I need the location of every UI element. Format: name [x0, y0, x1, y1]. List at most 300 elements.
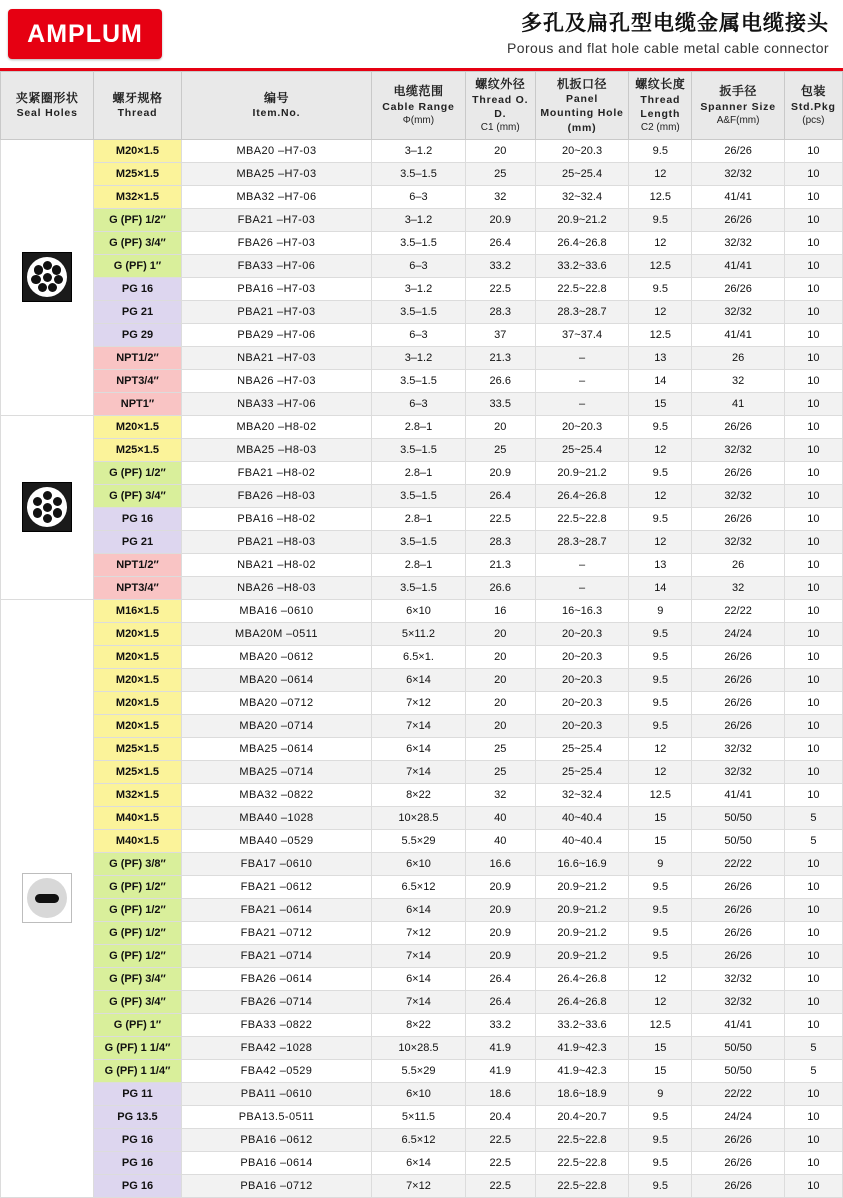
cell-cable-range: 7×12 — [372, 921, 465, 944]
table-row — [1, 323, 843, 346]
table-column-header: 编号 Item.No. — [181, 72, 372, 140]
cell-thread: M20×1.5 — [94, 668, 181, 691]
cell-panel-hole: 33.2~33.6 — [535, 1013, 628, 1036]
cell-item-no: FBA42 –1028 — [181, 1036, 372, 1059]
cell-thread-od: 26.4 — [465, 967, 535, 990]
table-row — [1, 415, 843, 438]
cell-thread-length: 9 — [629, 852, 692, 875]
cell-item-no: MBA20 –0712 — [181, 691, 372, 714]
cell-item-no: PBA16 –0614 — [181, 1151, 372, 1174]
cell-thread-od: 20.9 — [465, 921, 535, 944]
cell-spanner-size: 41/41 — [692, 323, 784, 346]
cell-cable-range: 6×14 — [372, 1151, 465, 1174]
cell-thread: NPT1/2″ — [94, 346, 181, 369]
table-column-header: 机扳口径 Panel Mounting Hole (mm) — [535, 72, 628, 140]
cell-cable-range: 6×14 — [372, 898, 465, 921]
cell-panel-hole: – — [535, 553, 628, 576]
cell-thread: M20×1.5 — [94, 714, 181, 737]
cell-cable-range: 6×10 — [372, 1082, 465, 1105]
cell-thread-od: 25 — [465, 162, 535, 185]
cell-thread-length: 9.5 — [629, 921, 692, 944]
cell-panel-hole: 22.5~22.8 — [535, 507, 628, 530]
seal-hole-cell — [1, 139, 94, 415]
page-title-cn: 多孔及扁孔型电缆金属电缆接头 — [521, 11, 829, 35]
cell-std-pkg: 10 — [784, 875, 842, 898]
cell-thread-length: 9.5 — [629, 208, 692, 231]
cell-std-pkg: 10 — [784, 1128, 842, 1151]
cell-thread-length: 9.5 — [629, 461, 692, 484]
cell-thread-length: 9.5 — [629, 622, 692, 645]
cell-panel-hole: 20~20.3 — [535, 714, 628, 737]
cell-thread: PG 16 — [94, 1174, 181, 1197]
table-row — [1, 507, 843, 530]
table-row — [1, 783, 843, 806]
cell-item-no: FBA26 –0714 — [181, 990, 372, 1013]
table-row — [1, 1059, 843, 1082]
cell-item-no: FBA33 –H7-06 — [181, 254, 372, 277]
cell-item-no: PBA11 –0610 — [181, 1082, 372, 1105]
cell-thread: G (PF) 1/2″ — [94, 944, 181, 967]
cell-thread-od: 40 — [465, 829, 535, 852]
cell-spanner-size: 32 — [692, 576, 784, 599]
cell-item-no: MBA25 –H7-03 — [181, 162, 372, 185]
cell-std-pkg: 10 — [784, 300, 842, 323]
cell-thread-length: 12 — [629, 530, 692, 553]
cell-thread-od: 20.4 — [465, 1105, 535, 1128]
cell-thread-od: 20 — [465, 668, 535, 691]
cell-cable-range: 7×14 — [372, 990, 465, 1013]
cell-cable-range: 6×10 — [372, 852, 465, 875]
cell-std-pkg: 10 — [784, 1013, 842, 1036]
cell-item-no: FBA26 –H8-03 — [181, 484, 372, 507]
cell-std-pkg: 10 — [784, 852, 842, 875]
cell-cable-range: 3.5–1.5 — [372, 300, 465, 323]
cell-std-pkg: 10 — [784, 139, 842, 162]
table-column-header: 螺纹外径 Thread O. D. C1 (mm) — [465, 72, 535, 140]
cell-panel-hole: 22.5~22.8 — [535, 1151, 628, 1174]
cell-std-pkg: 10 — [784, 737, 842, 760]
cell-thread-length: 9.5 — [629, 139, 692, 162]
cell-thread-length: 9.5 — [629, 898, 692, 921]
cell-thread: G (PF) 1″ — [94, 1013, 181, 1036]
cell-item-no: MBA16 –0610 — [181, 599, 372, 622]
cell-thread-od: 20 — [465, 645, 535, 668]
cell-std-pkg: 10 — [784, 1082, 842, 1105]
cell-thread-length: 13 — [629, 346, 692, 369]
cell-thread: M40×1.5 — [94, 829, 181, 852]
cell-cable-range: 2.8–1 — [372, 507, 465, 530]
cell-item-no: FBA42 –0529 — [181, 1059, 372, 1082]
cell-cable-range: 2.8–1 — [372, 553, 465, 576]
table-row — [1, 300, 843, 323]
cell-spanner-size: 22/22 — [692, 599, 784, 622]
cell-thread-od: 26.4 — [465, 484, 535, 507]
cell-item-no: NBA21 –H7-03 — [181, 346, 372, 369]
cell-cable-range: 10×28.5 — [372, 1036, 465, 1059]
cell-spanner-size: 50/50 — [692, 806, 784, 829]
cell-spanner-size: 26 — [692, 346, 784, 369]
cell-thread-length: 15 — [629, 1036, 692, 1059]
cell-cable-range: 3.5–1.5 — [372, 231, 465, 254]
cell-spanner-size: 32/32 — [692, 162, 784, 185]
cell-thread-length: 9 — [629, 599, 692, 622]
cell-thread: G (PF) 1/2″ — [94, 461, 181, 484]
cell-thread: G (PF) 1″ — [94, 254, 181, 277]
cell-std-pkg: 10 — [784, 461, 842, 484]
table-row — [1, 346, 843, 369]
cell-thread: G (PF) 3/4″ — [94, 484, 181, 507]
table-row — [1, 829, 843, 852]
cell-thread-length: 9.5 — [629, 645, 692, 668]
table-row — [1, 852, 843, 875]
cell-panel-hole: 22.5~22.8 — [535, 277, 628, 300]
cell-thread-length: 9.5 — [629, 1105, 692, 1128]
spec-table — [0, 71, 843, 1198]
cell-cable-range: 5.5×29 — [372, 829, 465, 852]
cell-thread-od: 26.6 — [465, 576, 535, 599]
cell-spanner-size: 32/32 — [692, 530, 784, 553]
cell-item-no: MBA20M –0511 — [181, 622, 372, 645]
cell-item-no: FBA21 –0712 — [181, 921, 372, 944]
table-row — [1, 461, 843, 484]
cell-thread-od: 22.5 — [465, 1174, 535, 1197]
cell-thread-od: 25 — [465, 438, 535, 461]
cell-cable-range: 7×14 — [372, 944, 465, 967]
cell-spanner-size: 26/26 — [692, 277, 784, 300]
cell-panel-hole: 41.9~42.3 — [535, 1036, 628, 1059]
cell-thread-od: 18.6 — [465, 1082, 535, 1105]
cell-spanner-size: 41/41 — [692, 254, 784, 277]
table-row — [1, 668, 843, 691]
cell-item-no: MBA40 –0529 — [181, 829, 372, 852]
table-row — [1, 622, 843, 645]
cell-thread-length: 12.5 — [629, 323, 692, 346]
cell-cable-range: 3–1.2 — [372, 208, 465, 231]
cell-spanner-size: 32/32 — [692, 300, 784, 323]
cell-item-no: NBA26 –H8-03 — [181, 576, 372, 599]
cell-thread: M40×1.5 — [94, 806, 181, 829]
cell-spanner-size: 24/24 — [692, 622, 784, 645]
table-row — [1, 944, 843, 967]
table-column-header: 电缆范围 Cable Range Φ(mm) — [372, 72, 465, 140]
cell-panel-hole: – — [535, 369, 628, 392]
cell-std-pkg: 10 — [784, 277, 842, 300]
cell-cable-range: 8×22 — [372, 1013, 465, 1036]
cell-thread-od: 28.3 — [465, 300, 535, 323]
cell-std-pkg: 10 — [784, 1105, 842, 1128]
cell-std-pkg: 10 — [784, 392, 842, 415]
cell-thread-od: 20 — [465, 139, 535, 162]
table-row — [1, 369, 843, 392]
cell-spanner-size: 26/26 — [692, 1151, 784, 1174]
cell-panel-hole: 22.5~22.8 — [535, 1128, 628, 1151]
cell-panel-hole: 37~37.4 — [535, 323, 628, 346]
cell-thread-od: 16 — [465, 599, 535, 622]
cell-thread-length: 12 — [629, 231, 692, 254]
cell-std-pkg: 10 — [784, 944, 842, 967]
cell-thread-od: 40 — [465, 806, 535, 829]
cell-cable-range: 3.5–1.5 — [372, 162, 465, 185]
cell-thread-length: 9.5 — [629, 1174, 692, 1197]
brand-logo — [8, 9, 162, 59]
cell-thread-length: 9.5 — [629, 691, 692, 714]
cell-thread: M20×1.5 — [94, 622, 181, 645]
cell-item-no: MBA32 –H7-06 — [181, 185, 372, 208]
cell-panel-hole: 20.9~21.2 — [535, 921, 628, 944]
table-row — [1, 231, 843, 254]
cell-thread-od: 20 — [465, 622, 535, 645]
cell-thread-length: 13 — [629, 553, 692, 576]
cell-cable-range: 6.5×1. — [372, 645, 465, 668]
cell-spanner-size: 32/32 — [692, 760, 784, 783]
cell-std-pkg: 10 — [784, 691, 842, 714]
cell-thread-length: 9.5 — [629, 668, 692, 691]
cell-thread: M25×1.5 — [94, 760, 181, 783]
cell-thread: M25×1.5 — [94, 737, 181, 760]
cell-thread-od: 22.5 — [465, 507, 535, 530]
table-header — [1, 72, 843, 140]
table-body — [1, 139, 843, 1197]
cell-std-pkg: 10 — [784, 576, 842, 599]
cell-item-no: FBA26 –H7-03 — [181, 231, 372, 254]
cell-thread: G (PF) 3/4″ — [94, 990, 181, 1013]
cell-item-no: MBA25 –0714 — [181, 760, 372, 783]
cell-thread-length: 12 — [629, 990, 692, 1013]
cell-panel-hole: 32~32.4 — [535, 185, 628, 208]
cell-thread: G (PF) 3/8″ — [94, 852, 181, 875]
table-row — [1, 1174, 843, 1197]
brand-logo-text: AMPLUM — [27, 19, 143, 48]
cell-thread-od: 22.5 — [465, 1128, 535, 1151]
cell-std-pkg: 10 — [784, 507, 842, 530]
cell-item-no: PBA13.5-0511 — [181, 1105, 372, 1128]
cell-spanner-size: 22/22 — [692, 1082, 784, 1105]
cell-std-pkg: 10 — [784, 668, 842, 691]
cell-panel-hole: 20~20.3 — [535, 415, 628, 438]
cell-cable-range: 6×14 — [372, 668, 465, 691]
cell-spanner-size: 32/32 — [692, 737, 784, 760]
table-row — [1, 277, 843, 300]
cell-thread-length: 15 — [629, 806, 692, 829]
cell-cable-range: 6–3 — [372, 185, 465, 208]
cell-spanner-size: 32 — [692, 369, 784, 392]
cell-thread-length: 15 — [629, 392, 692, 415]
cell-cable-range: 6–3 — [372, 323, 465, 346]
cell-thread-od: 16.6 — [465, 852, 535, 875]
cell-spanner-size: 41/41 — [692, 783, 784, 806]
table-row — [1, 392, 843, 415]
table-row — [1, 139, 843, 162]
cell-thread: M25×1.5 — [94, 162, 181, 185]
cell-cable-range: 7×12 — [372, 691, 465, 714]
cell-panel-hole: 40~40.4 — [535, 806, 628, 829]
cell-panel-hole: 20.9~21.2 — [535, 898, 628, 921]
cell-item-no: PBA16 –H7-03 — [181, 277, 372, 300]
cell-cable-range: 2.8–1 — [372, 461, 465, 484]
cell-thread-od: 20.9 — [465, 944, 535, 967]
cell-spanner-size: 26/26 — [692, 139, 784, 162]
table-row — [1, 599, 843, 622]
cell-spanner-size: 41/41 — [692, 185, 784, 208]
cell-panel-hole: 25~25.4 — [535, 737, 628, 760]
cell-spanner-size: 50/50 — [692, 1059, 784, 1082]
cell-spanner-size: 26/26 — [692, 645, 784, 668]
cell-thread-length: 9.5 — [629, 1151, 692, 1174]
table-row — [1, 898, 843, 921]
multi-hole-7-seal-icon — [22, 482, 72, 532]
cell-thread-od: 25 — [465, 737, 535, 760]
cell-panel-hole: 20.9~21.2 — [535, 944, 628, 967]
cell-panel-hole: 26.4~26.8 — [535, 967, 628, 990]
cell-thread: G (PF) 3/4″ — [94, 231, 181, 254]
cell-cable-range: 3.5–1.5 — [372, 484, 465, 507]
cell-std-pkg: 10 — [784, 208, 842, 231]
cell-spanner-size: 26/26 — [692, 208, 784, 231]
table-row — [1, 576, 843, 599]
cell-item-no: FBA33 –0822 — [181, 1013, 372, 1036]
cell-spanner-size: 26/26 — [692, 714, 784, 737]
table-row — [1, 760, 843, 783]
cell-thread-length: 9 — [629, 1082, 692, 1105]
cell-thread: PG 13.5 — [94, 1105, 181, 1128]
cell-thread-length: 14 — [629, 576, 692, 599]
cell-thread: M20×1.5 — [94, 139, 181, 162]
cell-thread: PG 16 — [94, 1128, 181, 1151]
cell-thread-length: 12.5 — [629, 185, 692, 208]
cell-spanner-size: 24/24 — [692, 1105, 784, 1128]
cell-spanner-size: 22/22 — [692, 852, 784, 875]
cell-panel-hole: 25~25.4 — [535, 438, 628, 461]
cell-cable-range: 8×22 — [372, 783, 465, 806]
cell-thread-od: 32 — [465, 185, 535, 208]
cell-panel-hole: 22.5~22.8 — [535, 1174, 628, 1197]
cell-thread: G (PF) 3/4″ — [94, 967, 181, 990]
cell-cable-range: 5.5×29 — [372, 1059, 465, 1082]
cell-std-pkg: 10 — [784, 990, 842, 1013]
cell-spanner-size: 26/26 — [692, 1174, 784, 1197]
page-header — [0, 0, 843, 71]
cell-thread: M16×1.5 — [94, 599, 181, 622]
cell-cable-range: 6.5×12 — [372, 875, 465, 898]
table-row — [1, 1105, 843, 1128]
cell-panel-hole: 28.3~28.7 — [535, 530, 628, 553]
cell-std-pkg: 5 — [784, 829, 842, 852]
cell-cable-range: 7×14 — [372, 760, 465, 783]
cell-panel-hole: 20.9~21.2 — [535, 208, 628, 231]
cell-panel-hole: – — [535, 346, 628, 369]
cell-std-pkg: 5 — [784, 1036, 842, 1059]
cell-thread-od: 32 — [465, 783, 535, 806]
cell-item-no: MBA25 –0614 — [181, 737, 372, 760]
cell-thread-od: 21.3 — [465, 553, 535, 576]
cell-item-no: NBA21 –H8-02 — [181, 553, 372, 576]
cell-spanner-size: 50/50 — [692, 1036, 784, 1059]
seal-hole-cell — [1, 415, 94, 599]
cell-item-no: FBA21 –0614 — [181, 898, 372, 921]
cell-thread: PG 16 — [94, 1151, 181, 1174]
cell-std-pkg: 10 — [784, 530, 842, 553]
cell-std-pkg: 10 — [784, 1174, 842, 1197]
cell-cable-range: 10×28.5 — [372, 806, 465, 829]
cell-cable-range: 3–1.2 — [372, 277, 465, 300]
cell-thread: PG 21 — [94, 300, 181, 323]
cell-item-no: MBA40 –1028 — [181, 806, 372, 829]
cell-panel-hole: 20~20.3 — [535, 139, 628, 162]
table-row — [1, 645, 843, 668]
cell-panel-hole: 26.4~26.8 — [535, 990, 628, 1013]
cell-cable-range: 6×14 — [372, 967, 465, 990]
cell-thread-length: 12 — [629, 967, 692, 990]
cell-item-no: FBA26 –0614 — [181, 967, 372, 990]
cell-std-pkg: 10 — [784, 599, 842, 622]
cell-panel-hole: 16.6~16.9 — [535, 852, 628, 875]
cell-thread-length: 14 — [629, 369, 692, 392]
cell-thread: PG 16 — [94, 277, 181, 300]
cell-spanner-size: 32/32 — [692, 438, 784, 461]
cell-std-pkg: 10 — [784, 760, 842, 783]
cell-spanner-size: 32/32 — [692, 231, 784, 254]
cell-item-no: MBA20 –H8-02 — [181, 415, 372, 438]
cell-spanner-size: 32/32 — [692, 967, 784, 990]
cell-thread-length: 9.5 — [629, 277, 692, 300]
cell-cable-range: 3–1.2 — [372, 346, 465, 369]
table-row — [1, 185, 843, 208]
cell-std-pkg: 5 — [784, 806, 842, 829]
table-row — [1, 1013, 843, 1036]
cell-spanner-size: 26/26 — [692, 1128, 784, 1151]
table-column-header: 夹紧圈形状 Seal Holes — [1, 72, 94, 140]
table-row — [1, 691, 843, 714]
cell-std-pkg: 10 — [784, 346, 842, 369]
flat-hole-seal-icon — [22, 873, 72, 923]
cell-cable-range: 3–1.2 — [372, 139, 465, 162]
table-row — [1, 990, 843, 1013]
cell-panel-hole: 32~32.4 — [535, 783, 628, 806]
cell-panel-hole: 20~20.3 — [535, 622, 628, 645]
cell-std-pkg: 10 — [784, 254, 842, 277]
table-column-header: 螺纹长度 Thread Length C2 (mm) — [629, 72, 692, 140]
cell-thread-length: 12 — [629, 760, 692, 783]
cell-panel-hole: 20~20.3 — [535, 645, 628, 668]
cell-std-pkg: 10 — [784, 185, 842, 208]
cell-thread: G (PF) 1/2″ — [94, 875, 181, 898]
cell-panel-hole: 20.9~21.2 — [535, 461, 628, 484]
cell-panel-hole: – — [535, 392, 628, 415]
cell-spanner-size: 41/41 — [692, 1013, 784, 1036]
cell-thread: G (PF) 1/2″ — [94, 898, 181, 921]
cell-item-no: FBA21 –0714 — [181, 944, 372, 967]
cell-std-pkg: 5 — [784, 1059, 842, 1082]
cell-thread-length: 12 — [629, 484, 692, 507]
cell-spanner-size: 26/26 — [692, 875, 784, 898]
cell-thread: PG 16 — [94, 507, 181, 530]
cell-thread: NPT1″ — [94, 392, 181, 415]
table-row — [1, 553, 843, 576]
table-header-row — [1, 72, 843, 140]
cell-thread-od: 20 — [465, 415, 535, 438]
cell-item-no: FBA17 –0610 — [181, 852, 372, 875]
cell-thread-length: 9.5 — [629, 875, 692, 898]
table-column-header: 螺牙规格 Thread — [94, 72, 181, 140]
cell-thread-length: 12.5 — [629, 783, 692, 806]
cell-cable-range: 6×10 — [372, 599, 465, 622]
seal-hole-cell — [1, 599, 94, 1197]
cell-cable-range: 5×11.5 — [372, 1105, 465, 1128]
cell-thread: NPT1/2″ — [94, 553, 181, 576]
cell-thread: M25×1.5 — [94, 438, 181, 461]
cell-thread-length: 9.5 — [629, 415, 692, 438]
cell-std-pkg: 10 — [784, 231, 842, 254]
